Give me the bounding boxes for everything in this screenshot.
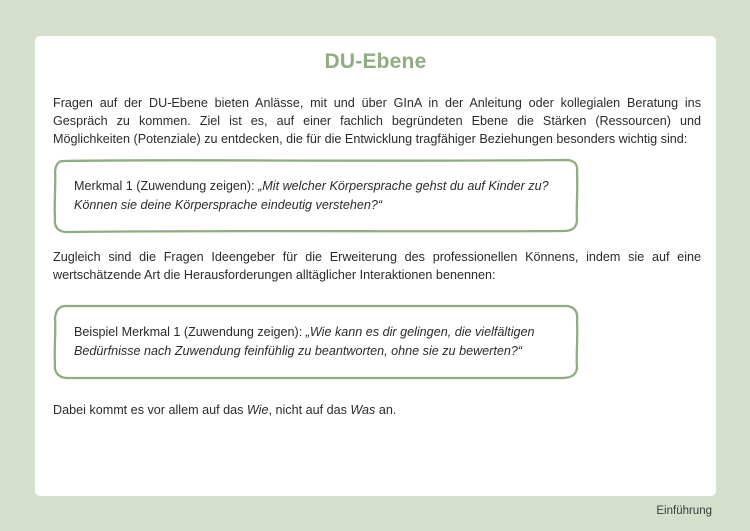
closing-text-2: , nicht auf das [268,403,351,417]
quote-box-2-quote: „Wie kann es dir gelingen, die vielfältigen Bedürfnisse nach Zuwendung feinfühlig zu beantworten, ohne sie zu bewerten?“ [74,325,535,358]
content-card [35,36,716,496]
closing-emphasis-was: Was [350,403,376,417]
closing-text-3: an. [375,403,397,417]
page-title: DU-Ebene [324,50,427,73]
intro-paragraph: Fragen auf der DU-Ebene bieten Anlässe, mit und über GInA in der Anleitung oder kollegialen Beratung ins Gespräch zu kommen. Ziel ist es, auf einer fachlich begründeten Ebene die Stärken (Ressourcen) und Möglichkeiten (Potenziale) zu entdecken, die für die Entwicklung tragfähiger Beziehungen besonders wichtig sind: [53,96,701,147]
footer-section-label: Einführung [656,505,712,517]
quote-box-1-text [74,177,554,215]
middle-paragraph: Zugleich sind die Fragen Ideengeber für die Erweiterung des professionellen Könnens, indem sie auf eine wertschätzende Art die Herausforderungen alltäglicher Interaktionen benennen: [53,250,701,283]
closing-paragraph [53,401,701,419]
closing-text-1: Dabei kommt es vor allem auf das [53,403,247,417]
closing-emphasis-wie: Wie [246,403,269,417]
quote-box-2-text [74,323,554,361]
quote-box-1-label: Merkmal 1 (Zuwendung zeigen): [74,179,259,193]
quote-box-2-label: Beispiel Merkmal 1 (Zuwendung zeigen): [74,325,306,339]
quote-box-1-quote: „Mit welcher Körpersprache gehst du auf Kinder zu? Können sie deine Körpersprache eindeutig verstehen?“ [74,179,549,212]
